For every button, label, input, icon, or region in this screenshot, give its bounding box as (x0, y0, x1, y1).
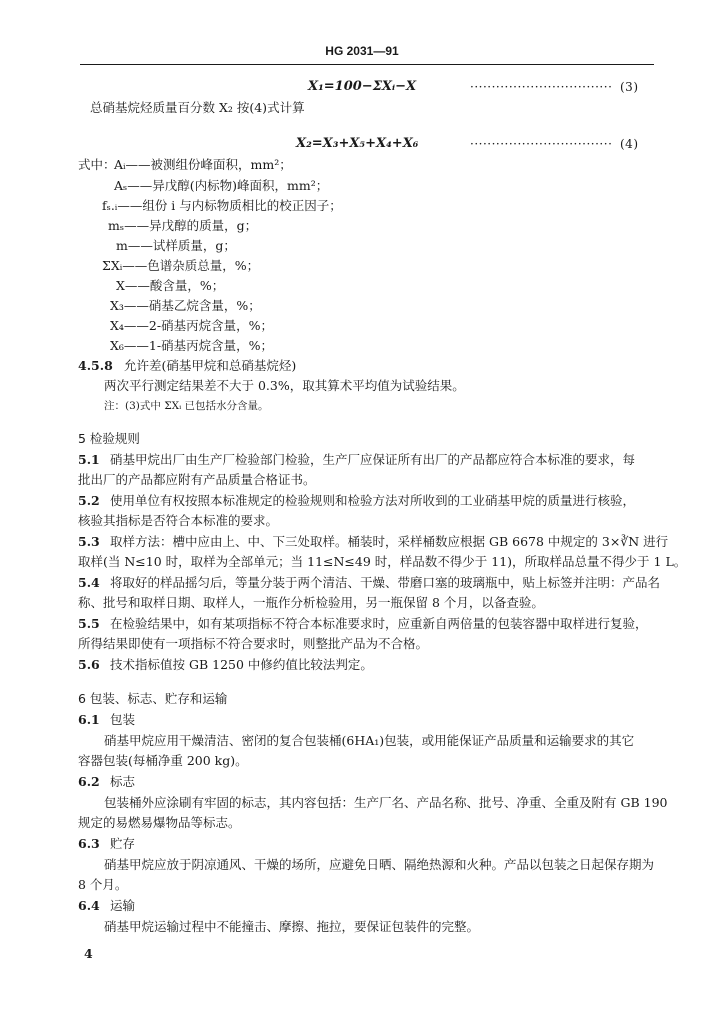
clause-number: 6.3 (78, 836, 100, 851)
where-label: 式中： (78, 157, 116, 172)
clause-text: 批出厂的产品都应附有产品质量合格证书。 (78, 472, 316, 487)
formula-4: X₂=X₃+X₅+X₄+X₆ (296, 136, 419, 151)
clause-text: 取样(当 N≤10 时，取样为全部单元；当 11≤N≤49 时，样品数不得少于 11)，所取样品总量不得少于 1 L。 (78, 554, 687, 569)
clause-text: 硝基甲烷应放于阴凉通风、干燥的场所，应避免日晒、隔绝热源和火种。产品以包装之日起保存期为 (104, 857, 655, 872)
clause-text: 取样方法：槽中应由上、中、下三处取样。桶装时，采样桶数应根据 GB 6678 中规定的 3×∛N 进行 (110, 534, 669, 549)
clause-text: 核验其指标是否符合本标准的要求。 (78, 513, 279, 528)
definition-item: X₆——1-硝基丙烷含量，%； (110, 338, 273, 353)
clause-number: 5.6 (78, 657, 100, 672)
clause-number: 5.1 (78, 452, 100, 467)
clause-text: 将取好的样品摇匀后，等量分装于两个清洁、干燥、带磨口塞的玻璃瓶中，贴上标签并注明：产品名 (110, 575, 661, 590)
page-number: 4 (84, 946, 93, 961)
formula-3: X₁=100−ΣXᵢ−X (308, 79, 417, 94)
formula-3-number: (3) (620, 80, 639, 94)
definition-item: X——酸含量，%； (116, 278, 225, 293)
clause-title: 运输 (110, 898, 136, 913)
clause-text: 所得结果即使有一项指标不符合要求时，则整批产品为不合格。 (78, 636, 429, 651)
clause-text: 硝基甲烷出厂由生产厂检验部门检验，生产厂应保证所有出厂的产品都应符合本标准的要求，每 (110, 452, 636, 467)
formula-4-intro: 总硝基烷烃质量百分数 X₂ 按(4)式计算 (90, 100, 305, 115)
definition-item: Aᵢ——被测组份峰面积，mm²； (114, 157, 292, 172)
clause-number: 6.4 (78, 898, 100, 913)
definition-item: fₛ.ᵢ——组份 i 与内标物质相比的校正因子； (102, 198, 342, 213)
clause-text: 包装桶外应涂刷有牢固的标志，其内容包括：生产厂名、产品名称、批号、净重、全重及附有 GB 190 (104, 795, 668, 810)
formula-4-dots: ································· (470, 137, 613, 151)
definition-item: X₄——2-硝基丙烷含量，%； (110, 318, 273, 333)
clause-text: 容器包装(每桶净重 200 kg)。 (78, 753, 248, 768)
clause-text: 使用单位有权按照本标准规定的检验规则和检验方法对所收到的工业硝基甲烷的质量进行核验， (110, 493, 636, 508)
clause-text: 硝基甲烷运输过程中不能撞击、摩擦、拖拉，要保证包装件的完整。 (104, 919, 480, 934)
definition-item: mₛ——异戊醇的质量，g； (108, 218, 258, 233)
definition-item: X₃——硝基乙烷含量，%； (110, 298, 261, 313)
clause-text: 技术指标值按 GB 1250 中修约值比较法判定。 (110, 657, 373, 672)
clause-number: 5.5 (78, 616, 100, 631)
clause-text: 在检验结果中，如有某项指标不符合本标准要求时，应重新自两倍量的包装容器中取样进行复验， (110, 616, 648, 631)
clause-number: 6.2 (78, 774, 100, 789)
note: 注：(3)式中 ΣXᵢ 已包括水分含量。 (104, 400, 269, 412)
clause-text: 硝基甲烷应用干燥清洁、密闭的复合包装桶(6HA₁)包装，或用能保证产品质量和运输要求的其它 (104, 733, 635, 748)
section-5-title: 5 检验规则 (78, 431, 140, 446)
clause-text: 称、批号和取样日期、取样人，一瓶作分析检验用，另一瓶保留 8 个月，以备查验。 (78, 595, 544, 610)
formula-4-number: (4) (620, 137, 639, 151)
standard-number: HG 2031—91 (325, 44, 399, 58)
clause-number: 5.3 (78, 534, 100, 549)
clause-text: 规定的易燃易爆物品等标志。 (78, 815, 241, 830)
clause-text: 两次平行测定结果差不大于 0.3%，取其算术平均值为试验结果。 (104, 378, 465, 393)
definition-item: Aₛ——异戊醇(内标物)峰面积，mm²； (114, 178, 329, 193)
clause-number: 4.5.8 (78, 358, 113, 373)
clause-number: 5.2 (78, 493, 100, 508)
section-6-title: 6 包装、标志、贮存和运输 (78, 691, 228, 706)
header-rule (80, 64, 654, 65)
formula-3-dots: ································· (470, 80, 613, 94)
definition-item: m——试样质量，g； (116, 238, 236, 253)
clause-number: 6.1 (78, 712, 100, 727)
clause-text: 8 个月。 (78, 877, 128, 892)
definition-item: ΣXᵢ——色谱杂质总量，%； (102, 258, 260, 273)
clause-title: 包装 (110, 712, 136, 727)
clause-title: 允许差(硝基甲烷和总硝基烷烃) (124, 358, 297, 373)
clause-title: 贮存 (110, 836, 136, 851)
clause-number: 5.4 (78, 575, 100, 590)
clause-title: 标志 (110, 774, 136, 789)
